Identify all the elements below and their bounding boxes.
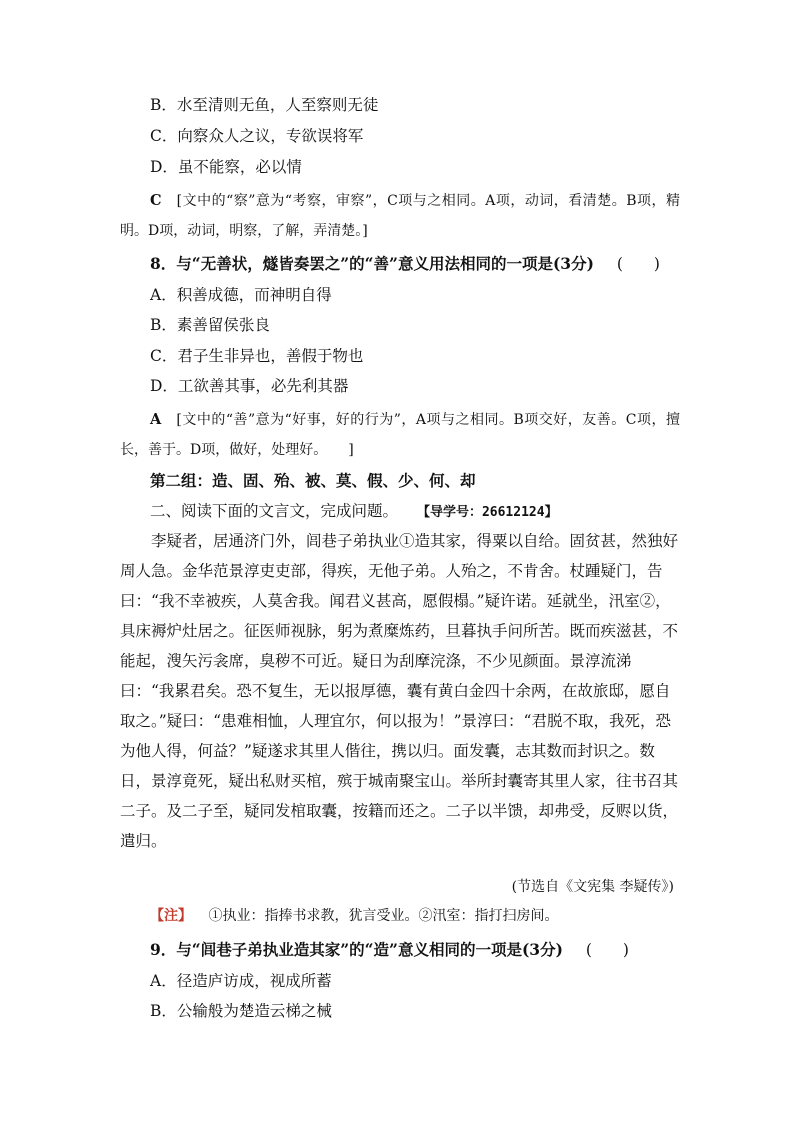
q9-stem <box>150 940 629 960</box>
passage-source: (节选自《文宪集 李疑传》) <box>511 879 674 895</box>
q8-option-c: C．君子生非异也，善假于物也 <box>150 347 364 365</box>
group-two-heading: 第二组：造、固、殆、被、莫、假、少、何、却 <box>150 471 476 490</box>
q7-option-d: D．虽不能察，必以情 <box>150 158 302 176</box>
q8-answer-text: [文中的“善”意为“好事，好的行为”，A项与之相同。B项交好，友善。C项，擅长，善于。D项，做好，处理好。 ] <box>120 412 680 458</box>
q8-stem <box>150 254 660 274</box>
q8-option-a: A．积善成德，而神明自得 <box>150 286 332 304</box>
annotation-note <box>150 906 558 926</box>
q9-option-a: A．径造庐访成，视成所蓄 <box>150 972 332 990</box>
q8-stem-text: 8．与“无善状，燧皆奏罢之”的“善”意义用法相同的一项是(3分) <box>150 254 594 273</box>
q7-option-b: B．水至清则无鱼，人至察则无徒 <box>150 96 379 114</box>
q9-answer-blank: ( ) <box>585 941 629 959</box>
q8-option-b: B．素善留侯张良 <box>150 316 270 334</box>
q8-answer-blank: ( ) <box>616 255 660 273</box>
note-tag: 【注】 <box>150 908 192 924</box>
note-text: ①执业：指捧书求教，犹言受业。②汛室：指打扫房间。 <box>208 908 559 924</box>
passage-paragraph: 李疑者，居通济门外，闾巷子弟执业①造其家，得粟以自给。固贫甚，然独好周人急。金华范景淳吏吏部，得疾，无他子弟。人殆之，不肯舍。杖踵疑门，告曰：“我不幸被疾，人莫舍我。闻君义甚高，愿假榻。”疑许诺。延就坐，汛室②，具床褥炉灶居之。征医师视脉，躬为煮糜炼药，旦暮执手问所苦。既而疾滋甚，不能起，溲矢污衾席，臭秽不可近。疑日为刮摩浣涤，不少见颜面。景淳流涕曰：“我累君矣。恐不复生，无以报厚德，囊有黄白金四十余两，在故旅邸，愿自取之。”疑曰：“患难相恤，人理宜尔，何以报为！”景淳曰：“君脱不取，我死，恐为他人得，何益？”疑遂求其里人偕往，携以归。面发囊，志其数而封识之。数日，景淳竟死，疑出私财买棺，殡于城南聚宝山。举所封囊寄其里人家，往书召其二子。及二子至，疑同发棺取囊，按籍而还之。二子以半馈，却弗受，反赆以货，遣归。 <box>120 532 679 850</box>
q8-option-d: D．工欲善其事，必先利其器 <box>150 377 349 395</box>
q7-answer-letter: C <box>150 192 162 209</box>
daoxue-number: 【导学号：26612124】 <box>416 505 558 520</box>
q9-stem-text: 9．与“闾巷子弟执业造其家”的“造”意义相同的一项是(3分) <box>150 940 563 959</box>
q8-answer <box>120 405 680 465</box>
q7-answer <box>120 186 680 246</box>
q8-answer-letter: A <box>150 411 162 428</box>
q7-option-c: C．向察众人之议，专欲误将军 <box>150 127 364 145</box>
classical-passage <box>120 526 680 856</box>
q7-answer-text: [文中的“察”意为“考察，审察”，C项与之相同。A项，动词，看清楚。B项，精明。D项，动词，明察，了解，弄清楚。] <box>120 193 681 239</box>
section-two-title <box>150 501 558 523</box>
q9-option-b: B．公输般为楚造云梯之械 <box>150 1002 332 1020</box>
section-two-title-text: 二、阅读下面的文言文，完成问题。 <box>150 502 399 520</box>
